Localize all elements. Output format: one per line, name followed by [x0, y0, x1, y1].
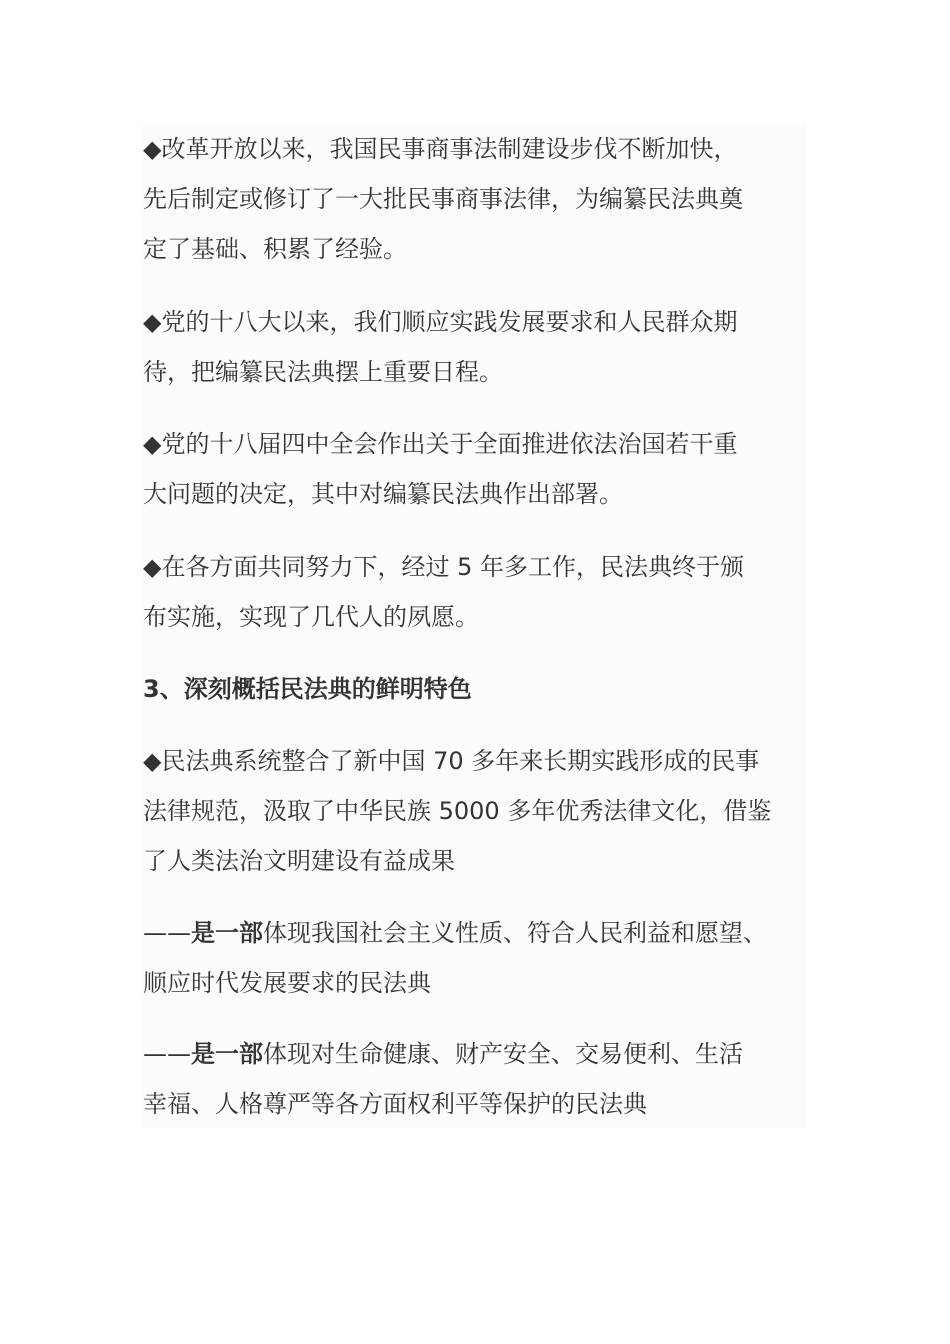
- text-line: 了人类法治文明建设有益成果: [143, 847, 455, 875]
- text-line: 顺应时代发展要求的民法典: [143, 969, 431, 997]
- text-line: 先后制定或修订了一大批民事商事法律，为编纂民法典奠: [143, 185, 743, 213]
- paragraph-equal-protection: [143, 1029, 807, 1129]
- section-heading: [143, 664, 807, 714]
- text-line: ◆民法典系统整合了新中国 70 多年来长期实践形成的民事: [143, 747, 760, 775]
- bold-phrase: 是一部: [191, 1040, 263, 1068]
- text-line: 大问题的决定，其中对编纂民法典作出部署。: [143, 480, 623, 508]
- dash-prefix: ——: [143, 919, 191, 947]
- text-line: 幸福、人格尊严等各方面权利平等保护的民法典: [143, 1090, 647, 1118]
- text-line: 定了基础、积累了经验。: [143, 235, 407, 263]
- paragraph-five-years-work: [143, 542, 807, 642]
- bold-phrase: 是一部: [191, 919, 263, 947]
- text-line: [143, 1029, 807, 1079]
- text-line: 待，把编纂民法典摆上重要日程。: [143, 358, 503, 386]
- line-rest: 体现我国社会主义性质、符合人民利益和愿望、: [263, 919, 767, 947]
- line-rest: 体现对生命健康、财产安全、交易便利、生活: [263, 1040, 743, 1068]
- text-line: 布实施，实现了几代人的夙愿。: [143, 603, 479, 631]
- text-line: ◆在各方面共同努力下，经过 5 年多工作，民法典终于颁: [143, 553, 744, 581]
- heading-text: 3、深刻概括民法典的鲜明特色: [143, 675, 472, 703]
- paragraph-18th-congress: [143, 297, 807, 397]
- text-line: [143, 908, 807, 958]
- paragraph-socialist-nature: [143, 908, 807, 1008]
- text-line: ◆党的十八届四中全会作出关于全面推进依法治国若干重: [143, 430, 738, 458]
- paragraph-integration: [143, 736, 807, 886]
- article-body: [143, 124, 807, 1128]
- text-line: 法律规范，汲取了中华民族 5000 多年优秀法律文化，借鉴: [143, 797, 772, 825]
- paragraph-reform-opening: [143, 124, 807, 274]
- paragraph-fourth-plenum: [143, 419, 807, 519]
- text-line: ◆党的十八大以来，我们顺应实践发展要求和人民群众期: [143, 308, 738, 336]
- text-line: ◆改革开放以来，我国民事商事法制建设步伐不断加快，: [143, 135, 738, 163]
- dash-prefix: ——: [143, 1040, 191, 1068]
